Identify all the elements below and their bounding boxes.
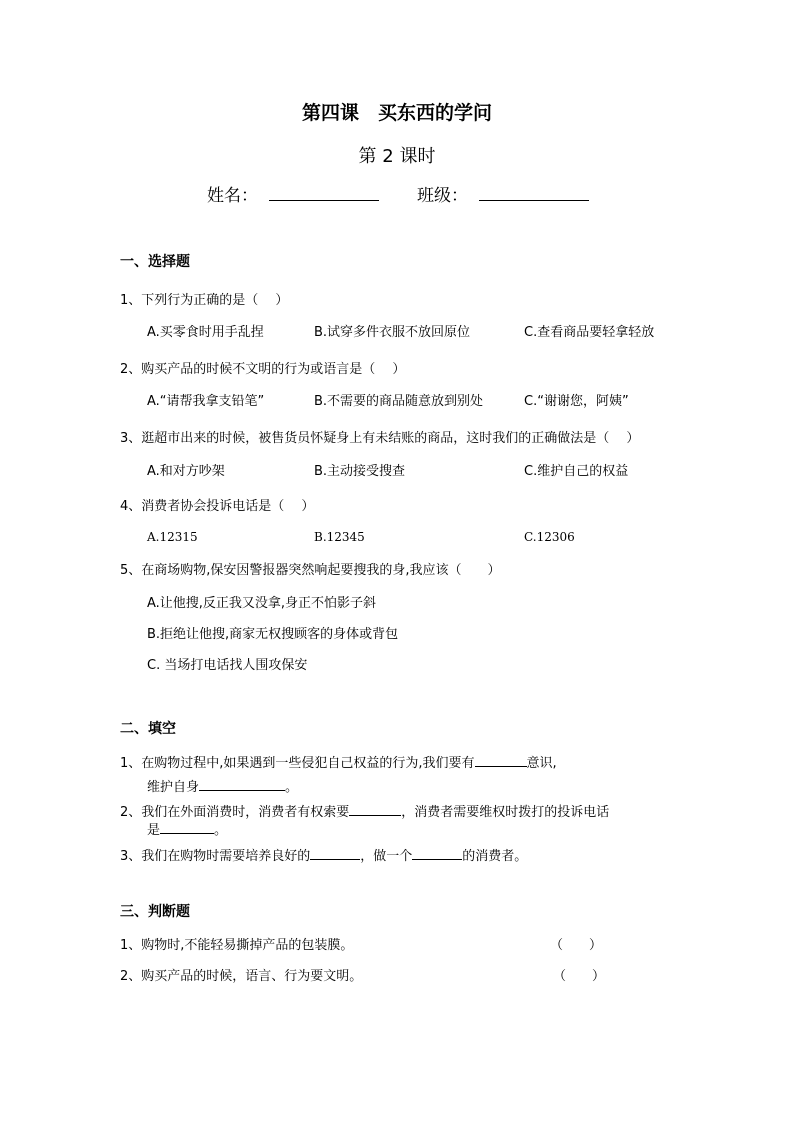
fill-1-blank-1[interactable] (475, 754, 527, 767)
name-blank[interactable] (269, 186, 379, 201)
q4-option-b: B.12345 (314, 530, 365, 544)
name-field (207, 181, 379, 206)
fill-2-text-d: 。 (214, 823, 228, 838)
fill-3-text-b: ，做一个 (360, 849, 413, 864)
q4-option-c: C.12306 (524, 530, 575, 544)
question-1: 1、下列行为正确的是（ ） (120, 293, 289, 308)
q5-option-c: C. 当场打电话找人围攻保安 (147, 658, 308, 673)
page-title: 第四课 买东西的学问 (301, 102, 492, 124)
name-label: 姓名： (207, 186, 258, 206)
question-4: 4、消费者协会投诉电话是（ ） (120, 499, 315, 514)
q5-option-b: B.拒绝让他搜,商家无权搜顾客的身体或背包 (147, 627, 399, 642)
q1-option-c: C.查看商品要轻拿轻放 (524, 325, 655, 340)
q3-option-a: A.和对方吵架 (147, 464, 225, 479)
judge-1-answer[interactable]: （ ） (550, 938, 603, 953)
fill-3-text-a: 3、我们在购物时需要培养良好的 (120, 849, 311, 864)
q3-option-b: B.主动接受搜查 (314, 464, 406, 479)
q5-option-a: A.让他搜,反正我又没拿,身正不怕影子斜 (147, 596, 377, 611)
fill-2-text-a: 2、我们在外面消费时，消费者有权索要 (120, 805, 350, 820)
q2-option-a: A.“请帮我拿支铅笔” (147, 394, 265, 409)
section-heading-choice: 一、选择题 (120, 254, 190, 270)
fill-2-text-c: 是 (147, 823, 161, 838)
q4-option-a: A.12315 (147, 530, 198, 544)
fill-1-text-b: 意识, (526, 756, 557, 771)
fill-1-text-c: 维护自身 (147, 780, 200, 795)
judge-1: 1、购物时,不能轻易撕掉产品的包装膜。 (120, 938, 354, 953)
question-5: 5、在商场购物,保安因警报器突然响起要搜我的身,我应该（ ） (120, 563, 501, 578)
fill-3 (120, 845, 527, 864)
fill-3-text-c: 的消费者。 (462, 849, 528, 864)
fill-1-line-2 (147, 776, 298, 795)
fill-2-line-2 (147, 819, 227, 838)
q1-option-b: B.试穿多件衣服不放回原位 (314, 325, 471, 340)
fill-1-line-1 (120, 752, 557, 771)
lesson-subtitle: 第 2 课时 (358, 146, 436, 167)
fill-2-line-1 (120, 801, 609, 820)
judge-2-answer[interactable]: （ ） (553, 969, 606, 984)
fill-3-blank-2[interactable] (412, 847, 462, 860)
section-heading-judge: 三、判断题 (120, 904, 190, 920)
question-2: 2、购买产品的时候不文明的行为或语言是（ ） (120, 362, 406, 377)
fill-2-blank-2[interactable] (160, 821, 214, 834)
q2-option-c: C.“谢谢您，阿姨” (524, 394, 629, 409)
fill-1-text-a: 1、在购物过程中,如果遇到一些侵犯自己权益的行为,我们要有 (120, 756, 475, 771)
fill-2-text-b: ，消费者需要维权时拨打的投诉电话 (401, 805, 610, 820)
class-blank[interactable] (479, 186, 589, 201)
q3-option-c: C.维护自己的权益 (524, 464, 629, 479)
question-3: 3、逛超市出来的时候，被售货员怀疑身上有未结账的商品，这时我们的正确做法是（ ） (120, 431, 640, 446)
q1-option-a: A.买零食时用手乱捏 (147, 325, 264, 340)
fill-1-text-d: 。 (285, 780, 299, 795)
class-field (417, 181, 589, 206)
section-heading-fill: 二、填空 (120, 721, 176, 737)
fill-1-blank-2[interactable] (199, 778, 285, 791)
fill-3-blank-1[interactable] (310, 847, 360, 860)
q2-option-b: B.不需要的商品随意放到别处 (314, 394, 484, 409)
class-label: 班级： (417, 186, 468, 206)
fill-2-blank-1[interactable] (349, 803, 401, 816)
judge-2: 2、购买产品的时候，语言、行为要文明。 (120, 969, 363, 984)
